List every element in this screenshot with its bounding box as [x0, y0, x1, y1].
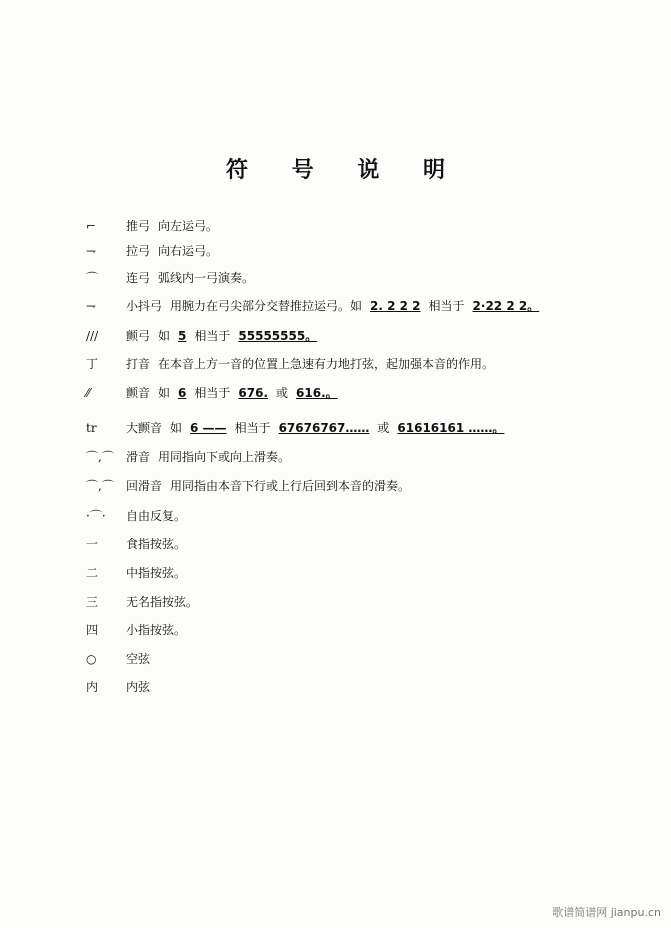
- symbol-name: 颤音 如 6 相当于 676. 或 616.。: [126, 386, 338, 400]
- notation-symbol: ⇁: [86, 244, 97, 258]
- symbol-description: 如: [158, 329, 171, 343]
- symbol-name: 颤弓 如 5 相当于 55555555。: [126, 329, 318, 343]
- symbol-name: 推弓 向左运弓。: [126, 219, 219, 233]
- symbol-name: 滑音 用同指向下或向上滑奏。: [126, 450, 291, 464]
- notation-example: 55555555。: [238, 329, 318, 343]
- symbol-name: 拉弓 向右运弓。: [126, 244, 219, 258]
- notation-symbol: ○: [86, 652, 97, 666]
- symbol-name: 空弦: [126, 652, 151, 666]
- symbol-description: 用同指由本音下行或上行后回到本音的滑奏。: [170, 479, 411, 493]
- example-connector: 相当于: [234, 421, 271, 435]
- symbol-description: 向右运弓。: [158, 244, 219, 258]
- symbol-name: 连弓 弧线内一弓演奏。: [126, 271, 255, 285]
- notation-example: 61616161 ……。: [397, 421, 505, 435]
- notation-example: 616.。: [296, 386, 338, 400]
- notation-symbol: ·⌒·: [86, 509, 106, 523]
- notation-example: 6 ——: [190, 421, 227, 435]
- notation-example: 67676767……: [278, 421, 370, 435]
- symbol-description: 在本音上方一音的位置上急速有力地打弦，起加强本音的作用。: [158, 357, 495, 371]
- example-connector: 或: [276, 386, 289, 400]
- notation-symbol: 丁: [86, 357, 99, 371]
- notation-symbol: ⌒: [86, 271, 99, 285]
- symbol-name: 食指按弦。: [126, 537, 187, 551]
- page-title: 符 号 说 明: [226, 157, 463, 183]
- notation-symbol: ⌒,⌒: [86, 450, 114, 464]
- notation-symbol: 内: [86, 680, 99, 694]
- notation-example: 676.: [238, 386, 269, 400]
- example-connector: 相当于: [194, 386, 231, 400]
- notation-symbol: tr: [86, 421, 97, 435]
- notation-example: 2·22 2 2。: [472, 299, 540, 313]
- notation-symbol: 三: [86, 595, 99, 609]
- symbol-description: 如: [170, 421, 183, 435]
- notation-symbol: ⇁: [86, 299, 97, 313]
- example-connector: 相当于: [428, 299, 465, 313]
- symbol-description: 用腕力在弓尖部分交替推拉运弓。如: [170, 299, 363, 313]
- symbol-name: 内弦: [126, 680, 151, 694]
- notation-symbol: ⌒,⌒: [86, 479, 114, 493]
- notation-symbol: ⁄⁄: [86, 386, 91, 400]
- symbol-name: 自由反复。: [126, 509, 187, 523]
- symbol-description: 用同指向下或向上滑奏。: [158, 450, 291, 464]
- example-connector: 相当于: [194, 329, 231, 343]
- symbol-name: 无名指按弦。: [126, 595, 199, 609]
- symbol-name: 大颤音 如 6 —— 相当于 67676767…… 或 61616161 ……。: [126, 421, 505, 435]
- symbol-description: 如: [158, 386, 171, 400]
- notation-example: 5: [178, 329, 187, 343]
- notation-symbol: ⌐: [86, 219, 97, 233]
- notation-symbol: 一: [86, 537, 99, 551]
- symbol-name: 打音 在本音上方一音的位置上急速有力地打弦，起加强本音的作用。: [126, 357, 495, 371]
- notation-symbol: 二: [86, 566, 99, 580]
- example-connector: 或: [377, 421, 390, 435]
- watermark: 歌谱简谱网 jianpu.cn: [552, 906, 661, 919]
- symbol-description: 向左运弓。: [158, 219, 219, 233]
- symbol-name: 小指按弦。: [126, 623, 187, 637]
- notation-example: 6: [178, 386, 187, 400]
- symbol-name: 小抖弓 用腕力在弓尖部分交替推拉运弓。如 2. 2 2 2 相当于 2·22 2 2。: [126, 299, 540, 313]
- notation-example: 2. 2 2 2: [370, 299, 421, 313]
- symbol-name: 回滑音 用同指由本音下行或上行后回到本音的滑奏。: [126, 479, 411, 493]
- symbol-name: 中指按弦。: [126, 566, 187, 580]
- symbol-description: 弧线内一弓演奏。: [158, 271, 255, 285]
- notation-symbol: 四: [86, 623, 99, 637]
- notation-symbol: ///: [86, 329, 99, 343]
